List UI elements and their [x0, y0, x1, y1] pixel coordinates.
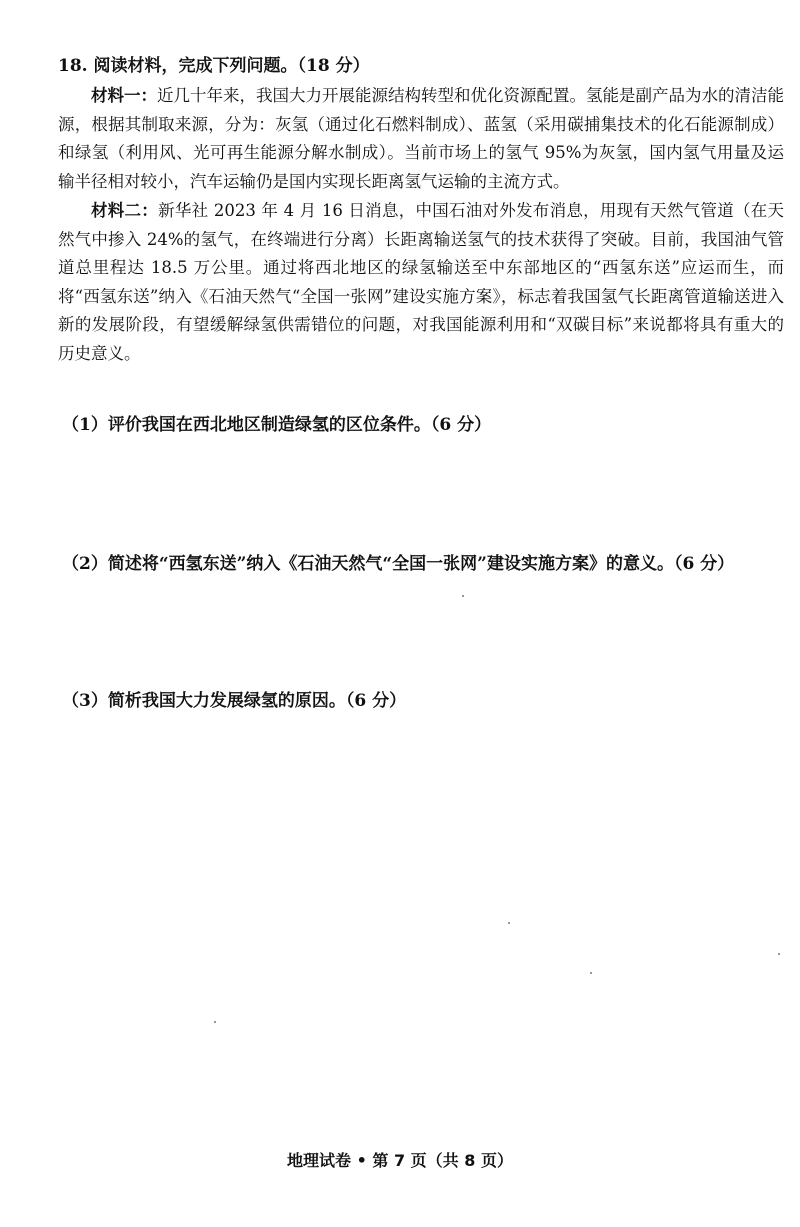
question-title: 阅读材料，完成下列问题。（18 分）	[93, 56, 370, 76]
material-one	[58, 82, 784, 196]
material-two	[58, 197, 784, 368]
sub-question-1: （1）评价我国在西北地区制造绿氢的区位条件。（6 分）	[62, 415, 492, 435]
sub-question-2: （2）简述将“西氢东送”纳入《石油天然气“全国一张网”建设实施方案》的意义。（6 分）	[62, 554, 735, 574]
answer-space-1	[58, 445, 784, 545]
material-two-text: 新华社 2023 年 4 月 16 日消息，中国石油对外发布消息，用现有天然气管道（在天然气中掺入 24%的氢气，在终端进行分离）长距离输送氢气的技术获得了突破。目前，我国油气管道总里程达 18.5 万公里。通过将西北地区的绿氢输送至中东部地区的“西氢东送”应运而生，而将“西氢东送”纳入《石油天然气“全国一张网”建设实施方案》，标志着我国氢气长距离管道输送进入新的发展阶段，有望缓解绿氢供需错位的问题，对我国能源利用和“双碳目标”来说都将具有重大的历史意义。	[58, 201, 784, 363]
answer-space-2	[58, 584, 784, 684]
question-number: 18.	[58, 56, 88, 76]
question-block	[58, 52, 784, 368]
scan-speck	[590, 972, 592, 974]
sub-question-3: （3）简析我国大力发展绿氢的原因。（6 分）	[62, 691, 407, 711]
scan-speck	[462, 595, 464, 597]
material-two-label: 材料二：	[91, 201, 159, 220]
material-one-label: 材料一：	[91, 86, 157, 105]
page-footer: 地理试卷 • 第 7 页（共 8 页）	[287, 1151, 513, 1170]
scan-speck	[778, 953, 780, 955]
scan-speck	[214, 1021, 216, 1023]
material-one-text: 近几十年来，我国大力开展能源结构转型和优化资源配置。氢能是副产品为水的清洁能源，根据其制取来源，分为：灰氢（通过化石燃料制成）、蓝氢（采用碳捕集技术的化石能源制成）和绿氢（利用风、光可再生能源分解水制成）。当前市场上的氢气 95%为灰氢，国内氢气用量及运输半径相对较小，汽车运输仍是国内实现长距离氢气运输的主流方式。	[58, 86, 784, 191]
question-heading	[58, 52, 784, 80]
scan-speck	[508, 922, 510, 924]
answer-space-3	[58, 722, 784, 1132]
